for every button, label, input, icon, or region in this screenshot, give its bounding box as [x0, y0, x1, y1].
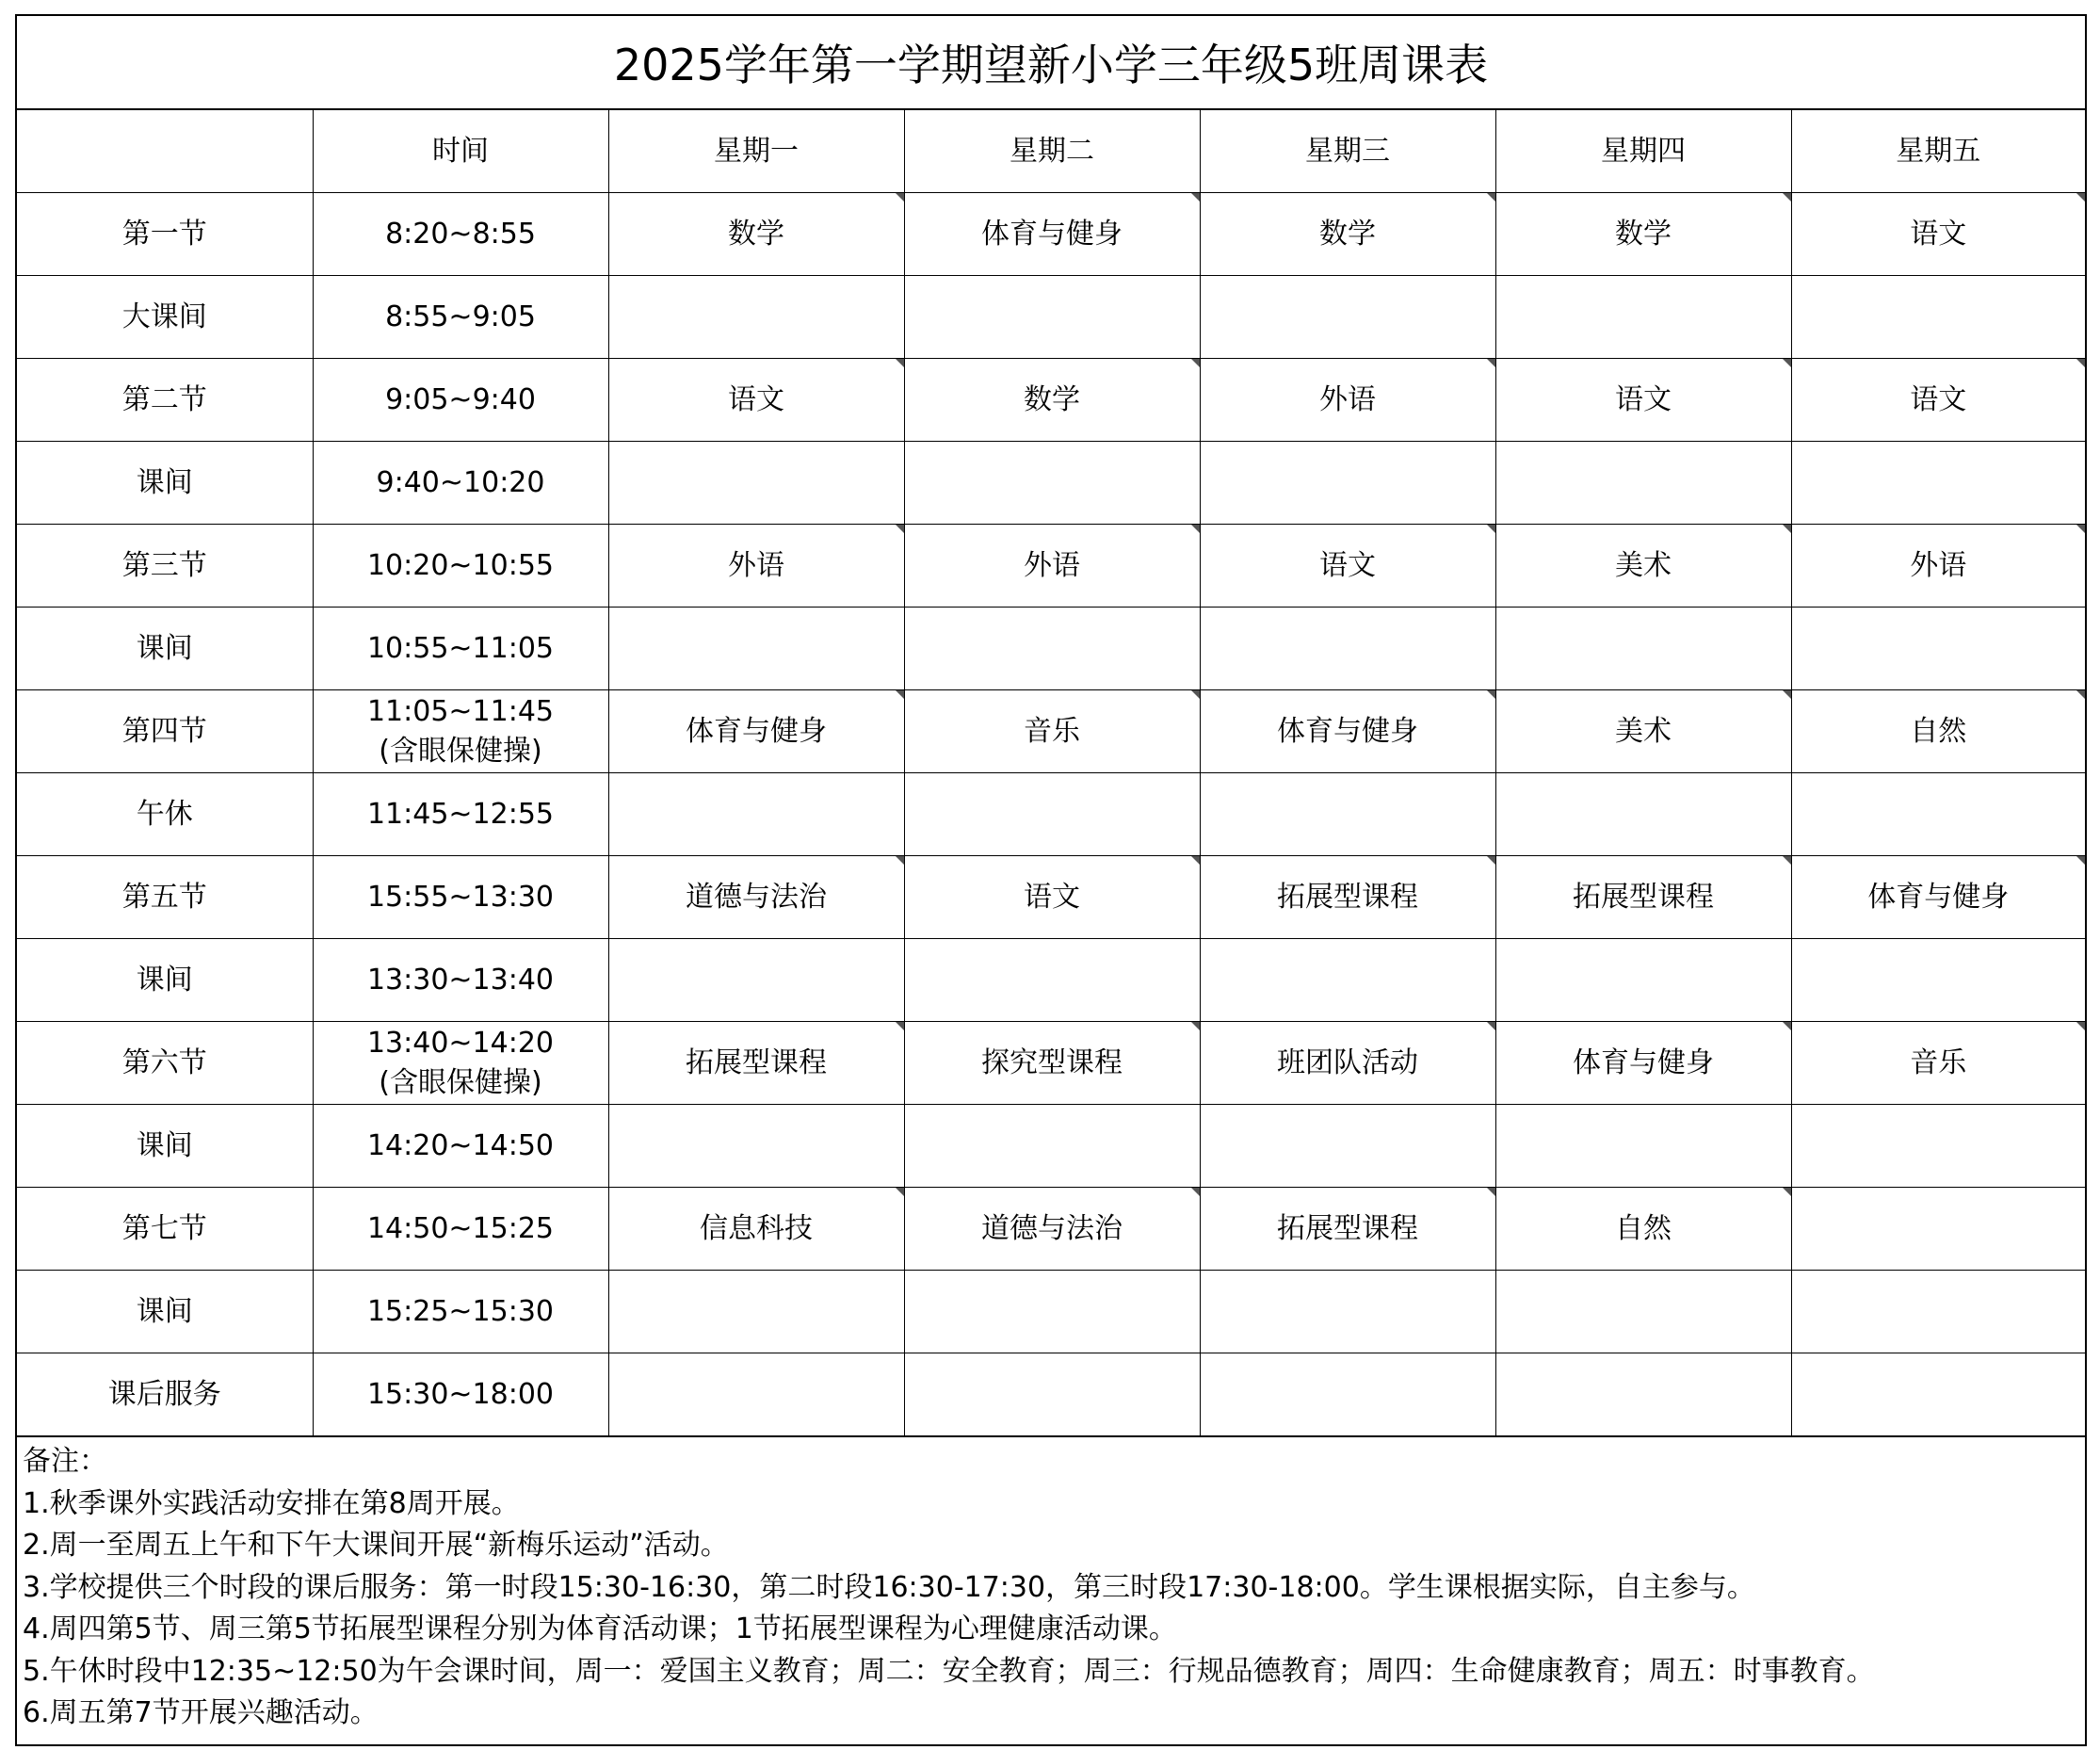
- time-value: 15:55~13:30: [366, 880, 555, 914]
- class-cell: [904, 1105, 1200, 1188]
- time-cell: [313, 359, 608, 442]
- class-cell: 美术: [1495, 690, 1791, 773]
- class-cell: [1791, 1353, 2085, 1437]
- table-row: [17, 1105, 2085, 1188]
- class-cell: [904, 939, 1200, 1022]
- class-cell: [1200, 276, 1495, 359]
- class-cell: 班团队活动: [1200, 1022, 1495, 1105]
- timetable-grid: [17, 110, 2085, 1437]
- class-cell: 拓展型课程: [1200, 856, 1495, 939]
- period-cell: 课间: [17, 1105, 313, 1188]
- class-cell: 音乐: [904, 690, 1200, 773]
- note-item: 6.周五第7节开展兴趣活动。: [23, 1696, 379, 1729]
- class-cell: [904, 276, 1200, 359]
- time-cell: [313, 525, 608, 608]
- class-cell: 体育与健身: [1791, 856, 2085, 939]
- period-cell: 第二节: [17, 359, 313, 442]
- time-cell: [313, 856, 608, 939]
- note-item: 1.秋季课外实践活动安排在第8周开展。: [23, 1486, 520, 1520]
- class-cell: [608, 773, 904, 856]
- class-cell: 拓展型课程: [608, 1022, 904, 1105]
- table-row: [17, 1188, 2085, 1271]
- class-cell: [1495, 608, 1791, 690]
- notes-section: [17, 1437, 2085, 1744]
- class-cell: 自然: [1791, 690, 2085, 773]
- time-cell: [313, 690, 608, 773]
- class-cell: 体育与健身: [1495, 1022, 1791, 1105]
- time-value: 14:50~15:25: [366, 1211, 555, 1245]
- time-note: (含眼保健操): [379, 1065, 542, 1099]
- header-cell: 星期二: [904, 110, 1200, 193]
- time-cell: [313, 193, 608, 276]
- header-cell: [17, 110, 313, 193]
- time-cell: [313, 1105, 608, 1188]
- period-cell: 课后服务: [17, 1353, 313, 1437]
- header-cell: 星期四: [1495, 110, 1791, 193]
- timetable-title: 2025学年第一学期望新小学三年级5班周课表: [17, 16, 2085, 110]
- class-cell: [1200, 608, 1495, 690]
- period-cell: 课间: [17, 608, 313, 690]
- time-value: 10:55~11:05: [366, 631, 555, 665]
- class-cell: [1791, 1188, 2085, 1271]
- class-cell: 数学: [904, 359, 1200, 442]
- period-cell: 第六节: [17, 1022, 313, 1105]
- note-item: 4.周四第5节、周三第5节拓展型课程分别为体育活动课；1节拓展型课程为心理健康活动课。: [23, 1612, 1177, 1645]
- time-value: 15:30~18:00: [366, 1377, 555, 1411]
- class-cell: 体育与健身: [1200, 690, 1495, 773]
- period-cell: 第一节: [17, 193, 313, 276]
- class-cell: 外语: [904, 525, 1200, 608]
- class-cell: 语文: [1495, 359, 1791, 442]
- table-row: [17, 276, 2085, 359]
- class-cell: 数学: [608, 193, 904, 276]
- table-row: [17, 690, 2085, 773]
- class-cell: [1791, 939, 2085, 1022]
- class-cell: [904, 442, 1200, 525]
- class-cell: 语文: [1791, 193, 2085, 276]
- class-cell: [608, 1353, 904, 1437]
- class-cell: [1200, 442, 1495, 525]
- class-cell: [1200, 939, 1495, 1022]
- table-row: [17, 442, 2085, 525]
- period-cell: 课间: [17, 442, 313, 525]
- period-cell: 第三节: [17, 525, 313, 608]
- class-cell: [1495, 1105, 1791, 1188]
- period-cell: 第四节: [17, 690, 313, 773]
- header-cell: 星期五: [1791, 110, 2085, 193]
- class-cell: [1791, 1105, 2085, 1188]
- class-cell: [1495, 1353, 1791, 1437]
- table-row: [17, 608, 2085, 690]
- class-cell: [1791, 608, 2085, 690]
- class-cell: [1791, 276, 2085, 359]
- class-cell: 体育与健身: [904, 193, 1200, 276]
- class-cell: [608, 1105, 904, 1188]
- class-cell: 数学: [1495, 193, 1791, 276]
- notes-heading: 备注：: [23, 1445, 107, 1478]
- period-cell: 课间: [17, 1271, 313, 1353]
- timetable-sheet: [15, 14, 2087, 1746]
- class-cell: 拓展型课程: [1200, 1188, 1495, 1271]
- class-cell: [1200, 1271, 1495, 1353]
- class-cell: 探究型课程: [904, 1022, 1200, 1105]
- note-item: 5.午休时段中12:35~12:50为午会课时间，周一：爱国主义教育；周二：安全教育；周三：行规品德教育；周四：生命健康教育；周五：时事教育。: [23, 1654, 1875, 1688]
- class-cell: [904, 773, 1200, 856]
- class-cell: [1791, 1271, 2085, 1353]
- class-cell: [608, 276, 904, 359]
- time-value: 11:05~11:45: [366, 694, 555, 728]
- period-cell: 大课间: [17, 276, 313, 359]
- class-cell: [1495, 442, 1791, 525]
- time-cell: [313, 1353, 608, 1437]
- time-value: 9:05~9:40: [385, 382, 536, 416]
- period-cell: 第五节: [17, 856, 313, 939]
- period-cell: 午休: [17, 773, 313, 856]
- class-cell: [1200, 773, 1495, 856]
- class-cell: 音乐: [1791, 1022, 2085, 1105]
- header-row: [17, 110, 2085, 193]
- time-value: 11:45~12:55: [366, 797, 555, 831]
- time-value: 8:20~8:55: [385, 217, 536, 251]
- time-cell: [313, 773, 608, 856]
- class-cell: [1200, 1105, 1495, 1188]
- class-cell: 语文: [608, 359, 904, 442]
- class-cell: [1791, 773, 2085, 856]
- class-cell: [1495, 1271, 1791, 1353]
- class-cell: [1495, 773, 1791, 856]
- class-cell: 外语: [1791, 525, 2085, 608]
- table-row: [17, 939, 2085, 1022]
- class-cell: [1200, 1353, 1495, 1437]
- class-cell: [1495, 939, 1791, 1022]
- time-cell: [313, 1188, 608, 1271]
- class-cell: 外语: [1200, 359, 1495, 442]
- class-cell: [1791, 442, 2085, 525]
- header-cell: 时间: [313, 110, 608, 193]
- time-cell: [313, 1022, 608, 1105]
- time-value: 15:25~15:30: [366, 1294, 555, 1328]
- table-row: [17, 525, 2085, 608]
- class-cell: 数学: [1200, 193, 1495, 276]
- class-cell: 体育与健身: [608, 690, 904, 773]
- time-cell: [313, 939, 608, 1022]
- table-row: [17, 193, 2085, 276]
- time-value: 14:20~14:50: [366, 1128, 555, 1162]
- period-cell: 第七节: [17, 1188, 313, 1271]
- class-cell: 外语: [608, 525, 904, 608]
- class-cell: [904, 1271, 1200, 1353]
- time-note: (含眼保健操): [379, 734, 542, 768]
- class-cell: [608, 608, 904, 690]
- class-cell: [608, 442, 904, 525]
- class-cell: 拓展型课程: [1495, 856, 1791, 939]
- time-cell: [313, 442, 608, 525]
- header-cell: 星期一: [608, 110, 904, 193]
- table-row: [17, 359, 2085, 442]
- note-item: 3.学校提供三个时段的课后服务：第一时段15:30-16:30，第二时段16:30-17:30，第三时段17:30-18:00。学生课根据实际，自主参与。: [23, 1570, 1755, 1604]
- class-cell: [904, 1353, 1200, 1437]
- time-value: 8:55~9:05: [385, 300, 536, 333]
- class-cell: [608, 1271, 904, 1353]
- time-value: 13:40~14:20: [366, 1026, 555, 1060]
- class-cell: [1495, 276, 1791, 359]
- table-row: [17, 773, 2085, 856]
- class-cell: 道德与法治: [904, 1188, 1200, 1271]
- table-row: [17, 1271, 2085, 1353]
- time-value: 9:40~10:20: [376, 465, 545, 499]
- note-item: 2.周一至周五上午和下午大课间开展“新梅乐运动”活动。: [23, 1529, 729, 1562]
- class-cell: 信息科技: [608, 1188, 904, 1271]
- period-cell: 课间: [17, 939, 313, 1022]
- class-cell: 语文: [1200, 525, 1495, 608]
- class-cell: 美术: [1495, 525, 1791, 608]
- class-cell: [904, 608, 1200, 690]
- class-cell: 道德与法治: [608, 856, 904, 939]
- header-cell: 星期三: [1200, 110, 1495, 193]
- table-row: [17, 1022, 2085, 1105]
- time-value: 10:20~10:55: [366, 548, 555, 582]
- time-cell: [313, 276, 608, 359]
- class-cell: [608, 939, 904, 1022]
- time-cell: [313, 608, 608, 690]
- table-row: [17, 856, 2085, 939]
- table-row: [17, 1353, 2085, 1437]
- time-value: 13:30~13:40: [366, 963, 555, 997]
- class-cell: 语文: [1791, 359, 2085, 442]
- class-cell: 自然: [1495, 1188, 1791, 1271]
- class-cell: 语文: [904, 856, 1200, 939]
- time-cell: [313, 1271, 608, 1353]
